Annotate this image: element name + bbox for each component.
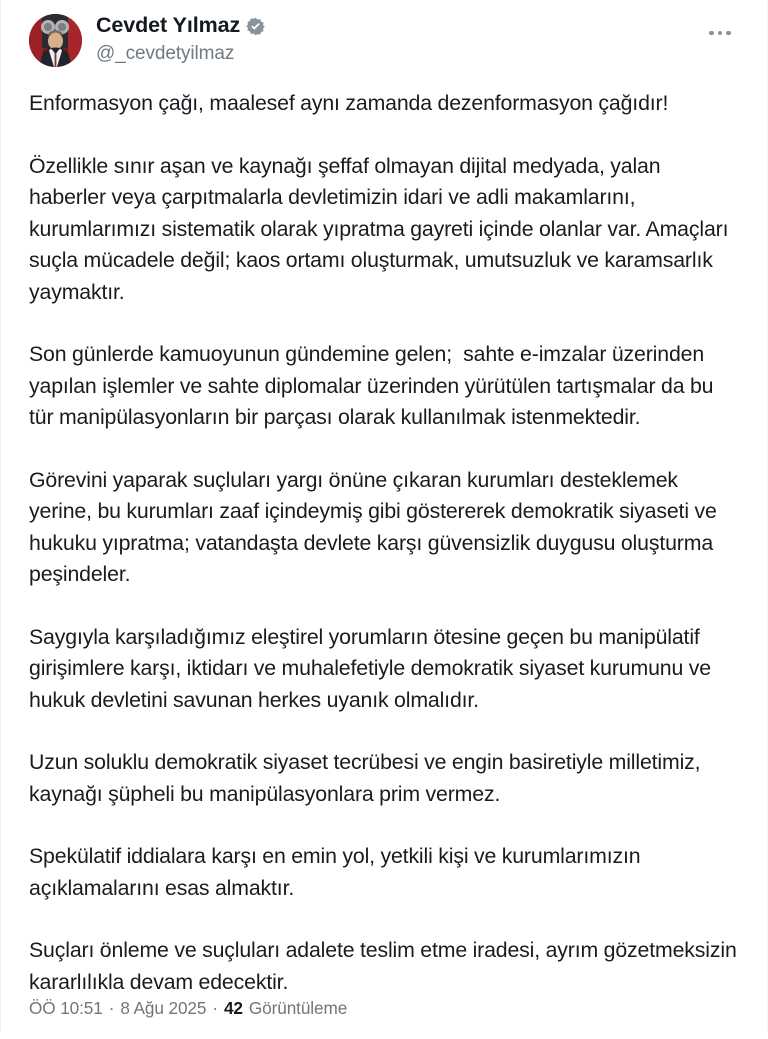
tweet-metadata <box>29 998 741 1039</box>
metadata-separator: · <box>212 998 218 1018</box>
views-count: 42 <box>223 998 243 1018</box>
tweet-paragraph: Uzun soluklu demokratik siyaset tecrübesi ve engin basiretiyle milletimiz, kaynağı şüpheli bu manipülasyonlara prim vermez. <box>29 750 707 806</box>
more-options-button[interactable] <box>699 18 741 48</box>
more-dot-2 <box>718 31 723 36</box>
tweet-header <box>29 12 741 72</box>
author-name-row <box>96 15 265 37</box>
avatar[interactable] <box>29 14 82 67</box>
verified-badge-icon <box>246 17 265 36</box>
views-label: Görüntüleme <box>248 998 348 1018</box>
tweet-date: 8 Ağu 2025 <box>120 998 207 1018</box>
more-dot-3 <box>726 31 731 36</box>
tweet-paragraph: Özellikle sınır aşan ve kaynağı şeffaf olmayan dijital medyada, yalan haberler veya çarpıtmalarla devletimizin idari ve adli makamlarını, kurumlarımızı sistematik olarak yıpratma gayreti içinde olanlar var. Amaçları suçla mücadele değil; kaos ortamı oluşturmak, umutsuzluk ve karamsarlık yaymaktır. <box>29 153 734 304</box>
tweet-paragraph: Son günlerde kamuoyunun gündemine gelen; sahte e-imzalar üzerinden yapılan işlemler ve sahte diplomalar üzerinden yürütülen tartışmalar da bu tür manipülasyonların bir parçası olarak kullanılmak istenmektedir. <box>29 342 719 429</box>
more-dot-1 <box>709 31 714 36</box>
tweet-paragraph: Spekülatif iddialara karşı en emin yol, yetkili kişi ve kurumlarımızın açıklamalarını esas almaktır. <box>29 844 647 900</box>
metadata-separator: · <box>108 998 115 1018</box>
tweet-paragraph: Enformasyon çağı, maalesef aynı zamanda dezenformasyon çağıdır! <box>29 91 669 115</box>
tweet-paragraph: Saygıyla karşıladığımız eleştirel yorumların ötesine geçen bu manipülatif girişimlere karşı, iktidarı ve muhalefetiyle demokratik siyaset kurumunu ve hukuk devletini savunan herkes uyanık olmalıdır. <box>29 624 717 712</box>
tweet-paragraph: Suçları önleme ve suçluları adalete teslim etme iradesi, ayrım gözetmeksizin kararlılıkla devam edecektir. <box>29 938 743 994</box>
author-identity <box>96 14 265 65</box>
author-display-name[interactable]: Cevdet Yılmaz <box>96 13 241 37</box>
tweet-time: ÖÖ 10:51 <box>29 998 103 1018</box>
author-handle[interactable]: @_cevdetyilmaz <box>96 42 235 64</box>
tweet-paragraph: Görevini yaparak suçluları yargı önüne çıkaran kurumları desteklemek yerine, bu kurumları zaaf içindeymiş gibi göstererek demokratik siyaseti ve hukuku yıpratma; vatandaşta devlete karşı güvensizlik duygusu oluşturma peşindeler. <box>29 467 723 586</box>
tweet-text-body <box>29 72 741 998</box>
